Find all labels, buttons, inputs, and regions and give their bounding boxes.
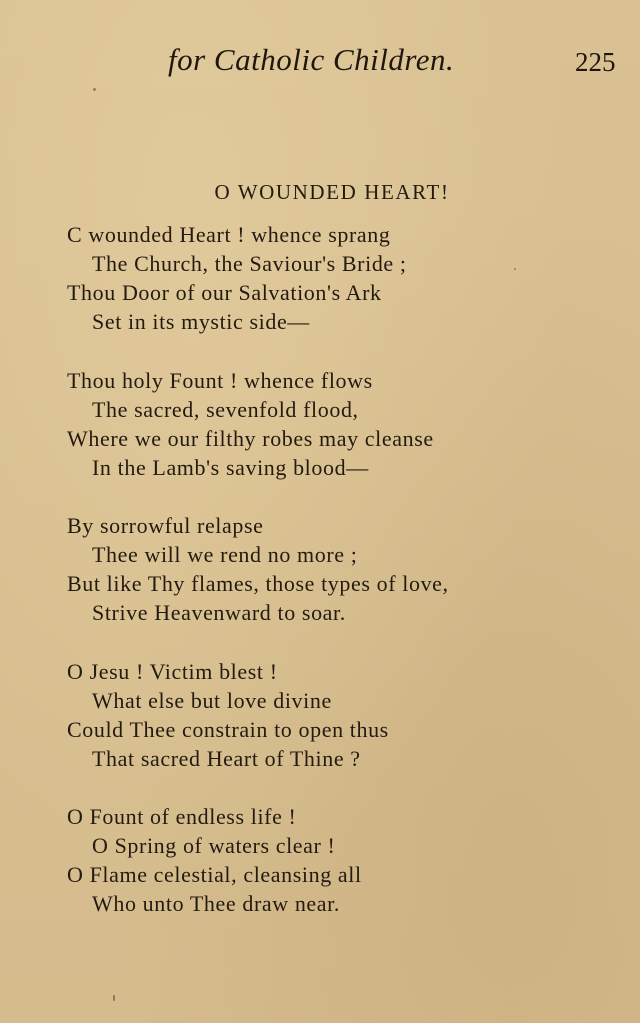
poem-line: Set in its mystic side— [92, 309, 310, 334]
poem-line: C wounded Heart ! whence sprang [67, 222, 391, 247]
paper-speck [93, 88, 96, 91]
poem-line: Strive Heavenward to soar. [92, 600, 346, 625]
poem-title: O WOUNDED HEART! [214, 180, 450, 204]
poem-line: Could Thee constrain to open thus [67, 717, 389, 742]
poem-line: O Spring of waters clear ! [92, 833, 336, 858]
poem-line: That sacred Heart of Thine ? [92, 746, 361, 771]
poem-line: Thee will we rend no more ; [92, 542, 358, 567]
poem-line: What else but love divine [92, 688, 332, 713]
poem-line: O Jesu ! Victim blest ! [67, 659, 278, 684]
poem-line: In the Lamb's saving blood— [92, 455, 369, 480]
poem-line: By sorrowful relapse [67, 513, 264, 538]
poem-line: The Church, the Saviour's Bride ; [92, 251, 407, 276]
poem-line: But like Thy flames, those types of love, [67, 571, 449, 596]
poem-line: O Flame celestial, cleansing all [67, 862, 362, 887]
poem-line: O Fount of endless life ! [67, 804, 297, 829]
running-header-title: for Catholic Children. [168, 42, 455, 77]
poem-line: Where we our filthy robes may cleanse [67, 426, 434, 451]
poem-line: The sacred, sevenfold flood, [92, 397, 359, 422]
poem-line: Who unto Thee draw near. [92, 891, 340, 916]
poem-line: Thou Door of our Salvation's Ark [67, 280, 382, 305]
poem-line: Thou holy Fount ! whence flows [67, 368, 373, 393]
paper-speck [113, 995, 115, 1001]
paper-speck [514, 268, 516, 270]
page-number: 225 [575, 47, 616, 77]
